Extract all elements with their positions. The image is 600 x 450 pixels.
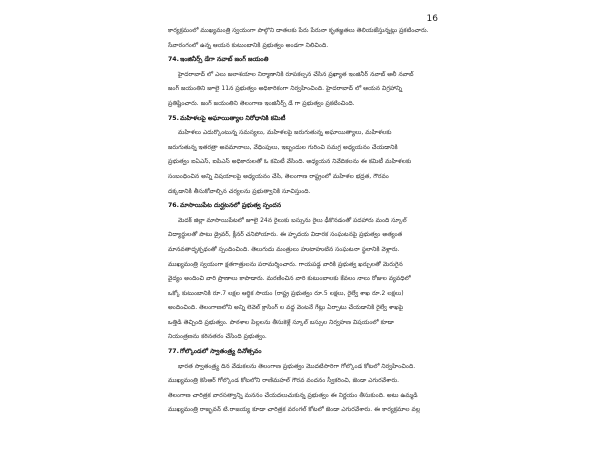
text-line: ముఖ్యమంత్రి స్వయంగా క్షతగాత్రులను పరామర్శించారు. గాయపడ్డ వారికి ప్రభుత్వ ఖర్చులతో మెరుగైన bbox=[168, 260, 403, 268]
section-number: 77. bbox=[168, 348, 179, 356]
text-line: మానవతాదృక్పథంతో స్పందించింది. తెలుగుదు మంత్రులు హుటాహుటిన సంఘటనా స్థలానికి వెళ్లారు. bbox=[168, 245, 400, 253]
section-heading bbox=[168, 199, 458, 214]
text-line: ఒత్తిడి తెచ్చింది ప్రభుత్వం. పాఠశాల పిల్లలను తీసుకెళ్లే స్కూల్ బస్సుల నిర్వహణ విషయంలో కూడా bbox=[168, 318, 394, 326]
section-title: ఇంజినీర్స్ డేగా నవాబ్ జంగ్ జయంతి bbox=[180, 56, 269, 64]
text-line: సేవారంగంలో ఉన్న ఆయన కుటుంబానికి ప్రభుత్వం అండగా నిలిచింది. bbox=[168, 41, 329, 49]
text-line: హైదరాబాద్ లో ఎలు జలాశయాల నిర్మాణానికి రూపకల్పన చేసిన ప్రఖ్యాత ఇంజినీర్ నవాబ్ అలీ నవాబ్ bbox=[178, 70, 414, 78]
text-line: మెదక్ జిల్లా మాసాయిపేటలో జూలై 24న రైలుకు బస్సును రైలు ఢీకొనడంతో పదహారు మంది స్కూల్ bbox=[178, 216, 407, 224]
text-line: దక్కడానికి తీసుకోవాల్సిన చర్యలను ప్రభుత్వానికి సూచిస్తుంది. bbox=[168, 187, 311, 195]
section-title: మహిళలపై అఘాయిత్యాల నిరోధానికి కమిటీ bbox=[180, 114, 286, 122]
text-line: నియంత్రణను కఠినతరం చేసింది ప్రభుత్వం. bbox=[168, 333, 267, 341]
section-heading bbox=[168, 53, 458, 68]
section-heading bbox=[168, 112, 458, 127]
text-line: జంగ్ జయంతిని జూలై 11న ప్రభుత్వం అధికారికంగా నిర్వహించింది. హైదరాబాద్ లో ఆయన విగ్రహాన్ని bbox=[168, 85, 403, 93]
text-line: కార్యక్రమంలో ముఖ్యమంత్రి స్వయంగా పాల్గొని దాతలకు పేరు పేరునా కృతజ్ఞతలు తెలియజేస్తున్నట్లు ప్రకటించారు. bbox=[168, 27, 429, 34]
section-number: 74. bbox=[168, 56, 179, 64]
section-title: గోల్కొండలో స్వాతంత్ర్య దినోత్సవం bbox=[180, 348, 262, 356]
text-line: ప్రభుత్వం ఐఏఎస్, ఐపిఎస్ అధికారులతో ఓ కమిటీ వేసింది. అధ్యయన నివేదికలను ఈ కమిటీ మహిళలకు bbox=[168, 158, 412, 166]
text-line: జరుగుతున్న ఇతరత్రా అవమానాలు, వేధింపులు, ఇబ్బందుల గురించి సమగ్ర అధ్యయనం చేయడానికి bbox=[168, 143, 398, 151]
section-title: మాసాయిపేట దుర్ఘటనలో ప్రభుత్వ స్పందన bbox=[180, 202, 282, 210]
text-line: భారత స్వాతంత్ర్య దిన వేడుకలను తెలంగాణ ప్రభుత్వం మొదటిసారిగా గోల్కొండ కోటలో నిర్వహించింది. bbox=[178, 362, 416, 370]
section-heading bbox=[168, 345, 458, 360]
text-line: విద్యార్థులతో పాటు డ్రైవర్, క్లీనర్ చనిపోయారు. ఈ హృదయ విదారక సంఘటనపై ప్రభుత్వం అత్యంత bbox=[168, 231, 403, 239]
text-line: తెలంగాణ చారిత్రక వారసత్వాన్ని మననం చేయదలుచుకున్న ప్రభుత్వం ఈ నిర్ణయం తీసుకుంది. అటు ఉమ్మడి bbox=[168, 391, 418, 399]
page-number: 16 bbox=[426, 14, 438, 24]
text-line: వైద్యం అందించి వారి ప్రాణాలు కాపాడారు. మరణించిన వారి కుటుంబాలకు కేవలం నాలు రోజుల వ్యవధిలో bbox=[168, 275, 411, 283]
text-line: మహిళలు ఎదుర్కొంటున్న సమస్యలు, మహిళలపై జరుగుతున్న అఘాయిత్యాలు, మహిళలకు bbox=[178, 129, 392, 137]
text-line: ప్రతిష్టించారు. జంగ్ జయంతిని తెలంగాణ ఇంజినీర్స్ డే గా ప్రభుత్వం ప్రకటించింది. bbox=[168, 99, 355, 107]
section-number: 75. bbox=[168, 114, 179, 122]
text-line: సంబంధించిన అన్ని విషయాలపై అధ్యయనం చేసి, తెలంగాణ రాష్ట్రంలో మహిళల భద్రత, గౌరవం bbox=[168, 172, 389, 180]
text-line: అందించింది. తెలంగాణలోని అన్ని లెవెల్ క్రాసింగ్ ల వద్ద వెంటనే గేట్లు ఏర్పాటు చేయడానికి రైల్వే శాఖపై bbox=[168, 304, 404, 312]
document-body bbox=[168, 24, 458, 418]
text-line: ముఖ్యమంత్రి రాజ్భవన్ టి.రాజయ్య కూడా చారిత్రక వరంగల్ కోటలో జెండా ఎగురవేశారు. ఈ కార్యక్రమాల వల్ల bbox=[168, 406, 421, 414]
text-line: ముఖ్యమంత్రి కెసిఆర్ గోల్కొండ కోటలోని రాణిమహల్ గౌరవ వందనం స్వీకరించి, జెండా ఎగురవేశారు. bbox=[168, 377, 400, 385]
section-number: 76. bbox=[168, 202, 179, 210]
text-line: ఒక్కో కుటుంబానికి రూ.7 లక్షల ఆర్థిక సాయం (రాష్ట్ర ప్రభుత్వం రూ.5 లక్షలు, రైల్వే శాఖ రూ.2 లక్షలు) bbox=[168, 289, 404, 297]
